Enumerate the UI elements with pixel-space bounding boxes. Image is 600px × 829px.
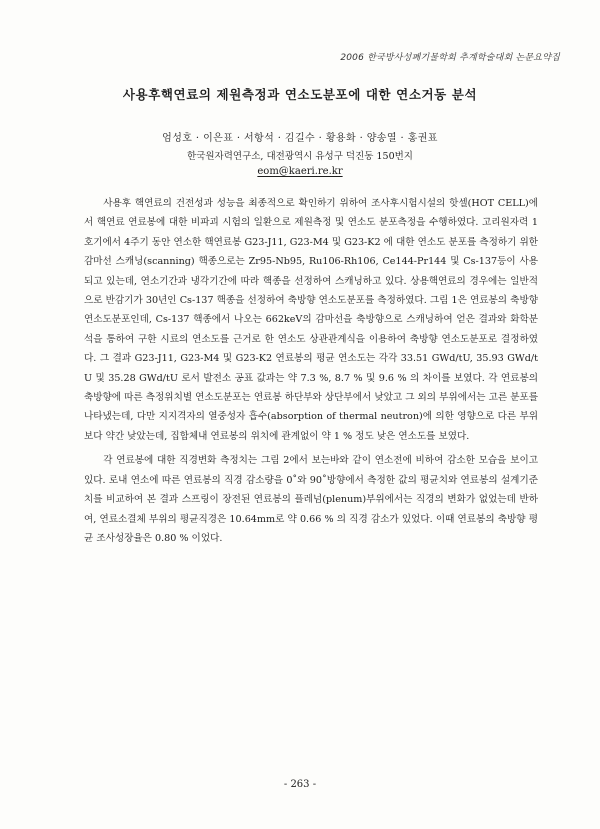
paper-title: 사용후핵연료의 제원측정과 연소도분포에 대한 연소거동 분석 — [122, 87, 478, 102]
page-number: - 263 - — [283, 779, 317, 790]
email-line — [0, 166, 600, 177]
affiliation: 한국원자력연구소, 대전광역시 유성구 덕진동 150번지 — [187, 151, 413, 162]
abstract-body — [84, 194, 538, 548]
running-header: 2006 한국방사성폐기물학회 추계학술대회 논문요약집 — [340, 53, 560, 63]
author-email: eom@kaeri.re.kr — [257, 166, 343, 177]
author-list: 엄성호 · 이은표 · 서항석 · 김길수 · 황용화 · 양송열 · 홍권표 — [162, 133, 438, 144]
body-paragraph-2: 각 연료봉에 대한 직경변화 측정치는 그림 2에서 보는바와 같이 연소전에 비하여 감소한 모습을 보이고 있다. 로내 연소에 따른 연료봉의 직경 감소량을 0˚와 90˚방향에서 측정한 값의 평균치와 연료봉의 설계기준치를 비교하여 본 결과 스프링이 장전된 연료봉의 플레넘(plenum)부위에서는 직경의 변화가 없었는데 반하여, 연료소결체 부위의 평균직경은 10.64mm로 약 0.66 % 의 직경 감소가 있었다. 이때 연료봉의 축방향 평균 조사성장율은 0.80 % 이었다. — [84, 455, 538, 544]
body-paragraph-1: 사용후 핵연료의 건전성과 성능을 최종적으로 확인하기 위하여 조사후시험시설의 핫셀(HOT CELL)에서 핵연료 연료봉에 대한 비파괴 시험의 일환으로 제원측정 및 연소도 분포측정을 수행하였다. 고리원자력 1호기에서 4주기 동안 연소한 핵연료봉 G23-J11, G23-M4 및 G23-K2 에 대한 연소도 분포를 측정하기 위한 감마선 스캐닝(scanning) 핵종으로는 Zr95-Nb95, Ru106-Rh106, Ce144-Pr144 및 Cs-137등이 사용되고 있는데, 연소기간과 냉각기간에 따라 핵종을 선정하여 스캐닝하고 있다. 상용핵연료의 경우에는 일반적으로 반감기가 30년인 Cs-137 핵종을 선정하여 축방향 연소도분포를 측정하였다. 그림 1은 연료봉의 축방향 연소도분포인데, Cs-137 핵종에서 나오는 662keV의 감마선을 축방향으로 스캐닝하여 얻은 결과와 화학분석을 통하여 구한 시료의 연소도를 근거로 한 연소도 상관관계식을 이용하여 축방향 연소도분포로 결정하였다. 그 결과 G23-J11, G23-M4 및 G23-K2 연료봉의 평균 연소도는 각각 33.51 GWd/tU, 35.93 GWd/tU 및 35.28 GWd/tU 로서 발전소 공표 값과는 약 7.3 %, 8.7 % 및 9.6 % 의 차이를 보였다. 각 연료봉의 축방향에 따른 측정위치별 연소도분포는 연료봉 하단부와 상단부에서 낮았고 그 외의 부위에서는 고른 분포를 나타냈는데, 다만 지지격자의 열중성자 흡수(absorption of thermal neutron)에 의한 영향으로 다른 부위 보다 약간 낮았는데, 집합체내 연료봉의 위치에 관계없이 약 1 % 정도 낮은 연소도를 보였다. — [84, 198, 538, 442]
